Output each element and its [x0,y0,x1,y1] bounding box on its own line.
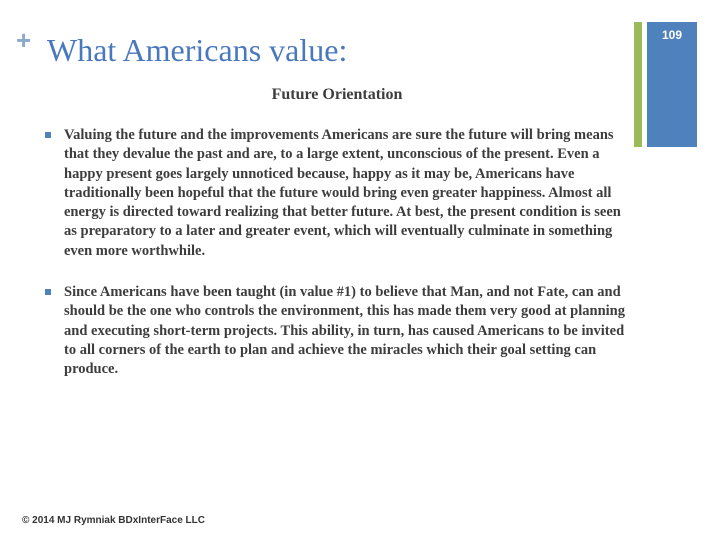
section-subheading: Future Orientation [271,86,403,103]
slide-number: 109 [661,28,683,42]
slide-title: What Americans value: [47,32,348,68]
square-bullet-icon [45,132,51,138]
copyright-footer: © 2014 MJ Rymniak BDxInterFace LLC [22,515,205,526]
bullet-item-1 [44,126,629,261]
bullet-item-2 [44,283,629,379]
bullet-text-2: Since Americans have been taught (in value #1) to believe that Man, and not Fate, can and should be the one who controls the environment, this has made them very good at planning and executing short-term projects. This ability, in turn, has caused Americans to be invited to all corners of the earth to plan and achieve the miracles which their goal setting can produce. [64,284,625,378]
green-accent-bar [634,22,642,147]
plus-icon: + [16,25,32,55]
bullet-text-1: Valuing the future and the improvements Americans are sure the future will bring means that they devalue the past and are, to a large extent, unconscious of the present. Even a happy present goes largely unnoticed because, happy as it may be, Americans have traditionally been hopeful that the future would bring even greater happiness. Almost all energy is directed toward realizing that better future. At best, the present condition is seen as preparatory to a later and greater event, which will eventually culminate in something even more worthwhile. [64,127,621,259]
bullet-list [44,126,629,402]
square-bullet-icon [45,289,51,295]
